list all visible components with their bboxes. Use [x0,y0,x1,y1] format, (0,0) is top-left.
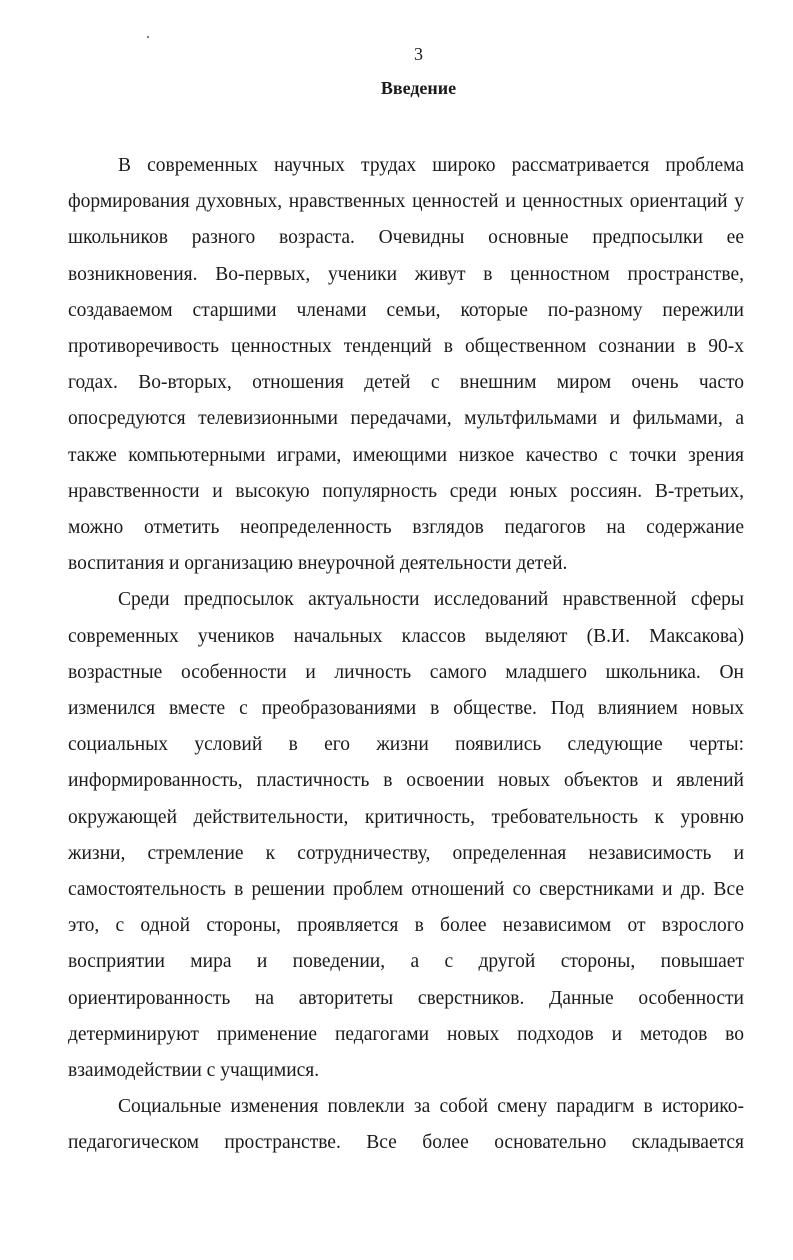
text-line: формирования духовных, нравственных ценностей и ценностных ориентаций у [68,191,744,213]
text-line: изменился вместе с преобразованиями в обществе. Под влиянием новых [68,698,744,720]
text-line: социальных условий в его жизни появились следующие черты: [68,734,744,756]
text-line: жизни, стремление к сотрудничеству, определенная независимость и [68,842,744,864]
text-line: педагогическом пространстве. Все более основательно складывается [68,1132,744,1154]
text-line: создаваемом старшими членами семьи, которые по-разному пережили [68,299,744,321]
text-line: можно отметить неопределенность взглядов педагогов на содержание [68,517,744,539]
text-line: это, с одной стороны, проявляется в более независимом от взрослого [68,915,744,937]
text-line: возрастные особенности и личность самого младшего школьника. Он [68,661,744,683]
text-line: современных учеников начальных классов выделяют (В.И. Максакова) [68,625,744,647]
text-line: годах. Во-вторых, отношения детей с внешним миром очень часто [68,372,744,394]
text-line: возникновения. Во-первых, ученики живут в ценностном пространстве, [68,263,744,285]
paragraph-1 [68,148,744,582]
paragraph-2 [68,582,744,1089]
text-line: окружающей действительности, критичность, требовательность к уровню [68,806,744,828]
text-line: восприятии мира и поведении, а с другой стороны, повышает [68,951,744,973]
text-line: ориентированность на авторитеты сверстников. Данные особенности [68,987,744,1009]
text-line: Социальные изменения повлекли за собой смену парадигм в историко- [118,1096,744,1118]
paragraph-3 [68,1089,744,1161]
text-line: самостоятельность в решении проблем отношений со сверстниками и др. Все [68,879,744,901]
section-title: Введение [380,78,457,98]
text-line: В современных научных трудах широко рассматривается проблема [118,155,744,176]
text-line: противоречивость ценностных тенденций в общественном сознании в 90-х [68,336,744,358]
text-line: взаимодействии с учащимися. [68,1060,320,1082]
text-line: информированность, пластичность в освоении новых объектов и явлений [68,770,744,792]
body-text [68,148,744,1162]
text-line: воспитания и организацию внеурочной деятельности детей. [68,553,568,575]
text-line: школьников разного возраста. Очевидны основные предпосылки ее [68,227,744,249]
page-number: 3 [414,44,423,64]
text-line: нравственности и высокую популярность среди юных россиян. В-третьих, [68,480,744,502]
text-line: Среди предпосылок актуальности исследований нравственной сферы [118,589,744,611]
scan-speck [147,36,149,38]
text-line: детерминируют применение педагогами новых подходов и методов во [68,1023,744,1045]
text-line: опосредуются телевизионными передачами, мультфильмами и фильмами, а [68,408,744,430]
text-line: также компьютерными играми, имеющими низкое качество с точки зрения [68,444,744,466]
